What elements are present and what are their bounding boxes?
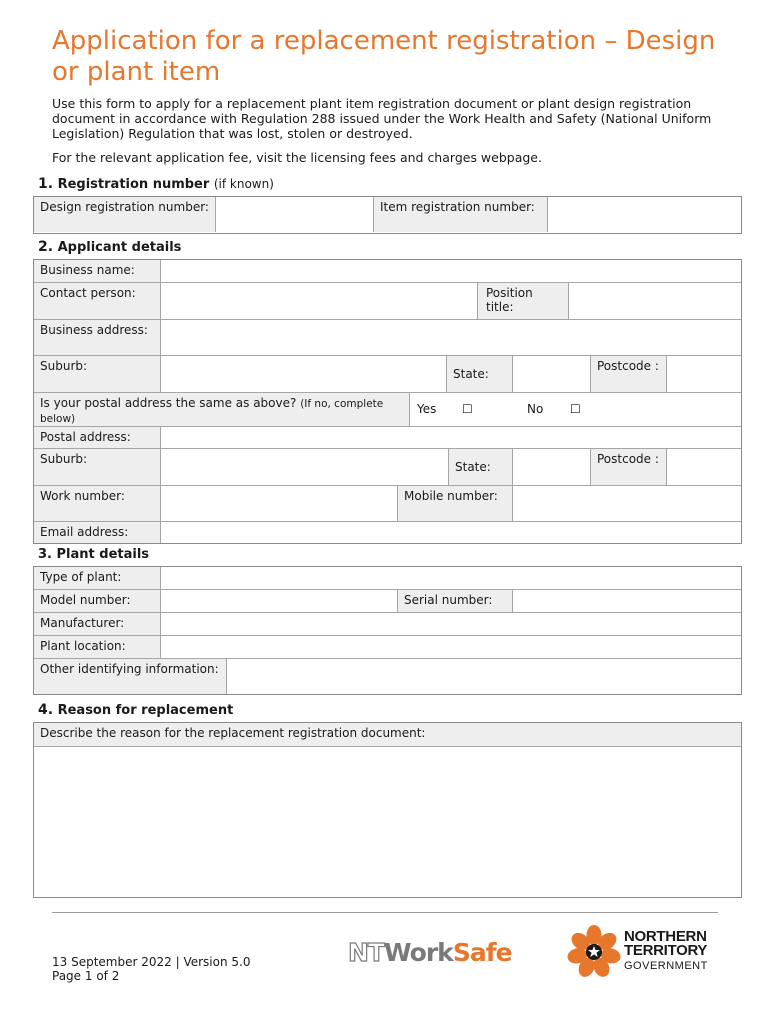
ntworksafe-logo-work: Work [383, 938, 453, 967]
table-row [34, 355, 741, 392]
postal-same-options [409, 393, 741, 426]
ntworksafe-logo [348, 936, 518, 970]
section-number: 1. [38, 176, 54, 192]
nt-government-wordmark [624, 930, 708, 973]
table-row [34, 635, 741, 658]
mobile-number-input[interactable] [512, 486, 741, 521]
section-title: Plant details [56, 547, 150, 562]
section-title: Reason for replacement [57, 703, 234, 718]
nt-government-logo [565, 924, 725, 980]
state-label: State: [446, 356, 512, 392]
business-address-label: Business address: [34, 320, 160, 355]
suburb-input[interactable] [160, 356, 446, 392]
table-row [34, 612, 741, 635]
section-3-heading [38, 547, 149, 563]
table-row [34, 521, 741, 543]
no-label: No [527, 402, 544, 416]
section-title: Applicant details [57, 240, 182, 255]
table-row [34, 658, 741, 694]
position-title-input[interactable] [568, 283, 741, 319]
section-number: 2. [38, 239, 54, 255]
position-title-label: Position title: [477, 283, 568, 319]
contact-person-label: Contact person: [34, 283, 160, 319]
business-address-input[interactable] [160, 320, 741, 355]
manufacturer-label: Manufacturer: [34, 613, 160, 635]
section-2-heading [38, 239, 181, 256]
applicant-details-table [33, 259, 742, 544]
postal-state-input[interactable] [512, 449, 590, 485]
type-of-plant-input[interactable] [160, 567, 741, 589]
yes-checkbox[interactable]: ☐ [462, 402, 473, 416]
reason-textarea[interactable] [34, 746, 741, 897]
table-row [34, 197, 741, 232]
serial-number-input[interactable] [512, 590, 741, 612]
manufacturer-input[interactable] [160, 613, 741, 635]
postal-question-text: Is your postal address the same as above? [40, 396, 297, 410]
reason-table [33, 722, 742, 898]
postal-postcode-input[interactable] [666, 449, 741, 485]
work-number-label: Work number: [34, 486, 160, 521]
table-row [34, 392, 741, 426]
type-of-plant-label: Type of plant: [34, 567, 160, 589]
postal-question-label [34, 393, 409, 426]
mobile-number-label: Mobile number: [397, 486, 512, 521]
work-number-input[interactable] [160, 486, 397, 521]
table-row [34, 426, 741, 448]
ntworksafe-logo-nt: NT [348, 938, 384, 967]
no-checkbox[interactable]: ☐ [570, 402, 581, 416]
postcode-input[interactable] [666, 356, 741, 392]
postal-state-label: State: [448, 449, 512, 485]
contact-person-input[interactable] [160, 283, 477, 319]
desert-rose-icon [565, 924, 623, 980]
footer-divider [52, 912, 718, 913]
design-registration-input[interactable] [215, 197, 373, 232]
email-input[interactable] [160, 522, 741, 543]
postal-address-label: Postal address: [34, 427, 160, 448]
item-registration-input[interactable] [547, 197, 741, 232]
section-number: 4. [38, 702, 54, 718]
fee-note: For the relevant application fee, visit the licensing fees and charges webpage. [52, 150, 542, 165]
postal-suburb-label: Suburb: [34, 449, 160, 485]
yes-label: Yes [417, 402, 437, 416]
email-label: Email address: [34, 522, 160, 543]
table-row [34, 485, 741, 521]
postal-postcode-label: Postcode : [590, 449, 666, 485]
suburb-label: Suburb: [34, 356, 160, 392]
footer-info [52, 955, 250, 983]
section-1-heading [38, 176, 274, 193]
postcode-label: Postcode : [590, 356, 666, 392]
page-title: Application for a replacement registration – Design or plant item [52, 26, 716, 87]
table-row [34, 723, 741, 746]
footer-date-version: 13 September 2022 | Version 5.0 [52, 955, 251, 969]
table-row [34, 319, 741, 355]
serial-number-label: Serial number: [397, 590, 512, 612]
table-row [34, 282, 741, 319]
postal-suburb-input[interactable] [160, 449, 448, 485]
other-info-input[interactable] [226, 659, 741, 694]
footer-page-number: Page 1 of 2 [52, 969, 120, 983]
intro-text: Use this form to apply for a replacement plant item registration document or plant design registration document in accordance with Regulation 288 issued under the Work Health and Safety (National Uniform Legislation) Regulation that was lost, stolen or destroyed. [52, 96, 712, 141]
table-row [34, 567, 741, 589]
section-title: Registration number [57, 177, 210, 192]
table-row [34, 448, 741, 485]
postal-question-note: (If no, complete below) [40, 398, 384, 425]
other-info-label: Other identifying information: [34, 659, 226, 694]
table-row [34, 589, 741, 612]
ntg-line-2: TERRITORY [624, 942, 708, 959]
ntg-line-1: NORTHERN [624, 928, 707, 945]
model-number-input[interactable] [160, 590, 397, 612]
section-4-heading [38, 702, 233, 719]
plant-location-label: Plant location: [34, 636, 160, 658]
plant-location-input[interactable] [160, 636, 741, 658]
item-registration-label: Item registration number: [373, 197, 547, 232]
state-input[interactable] [512, 356, 590, 392]
registration-number-table [33, 196, 742, 234]
ntg-line-3: GOVERNMENT [624, 960, 708, 972]
section-number: 3. [38, 547, 52, 562]
plant-details-table [33, 566, 742, 695]
design-registration-label: Design registration number: [34, 197, 215, 232]
postal-address-input[interactable] [160, 427, 741, 448]
business-name-label: Business name: [34, 260, 160, 282]
model-number-label: Model number: [34, 590, 160, 612]
reason-label: Describe the reason for the replacement registration document: [34, 723, 741, 746]
ntworksafe-logo-safe: Safe [452, 938, 512, 967]
business-name-input[interactable] [160, 260, 741, 282]
section-note: (if known) [213, 177, 274, 191]
table-row [34, 260, 741, 282]
